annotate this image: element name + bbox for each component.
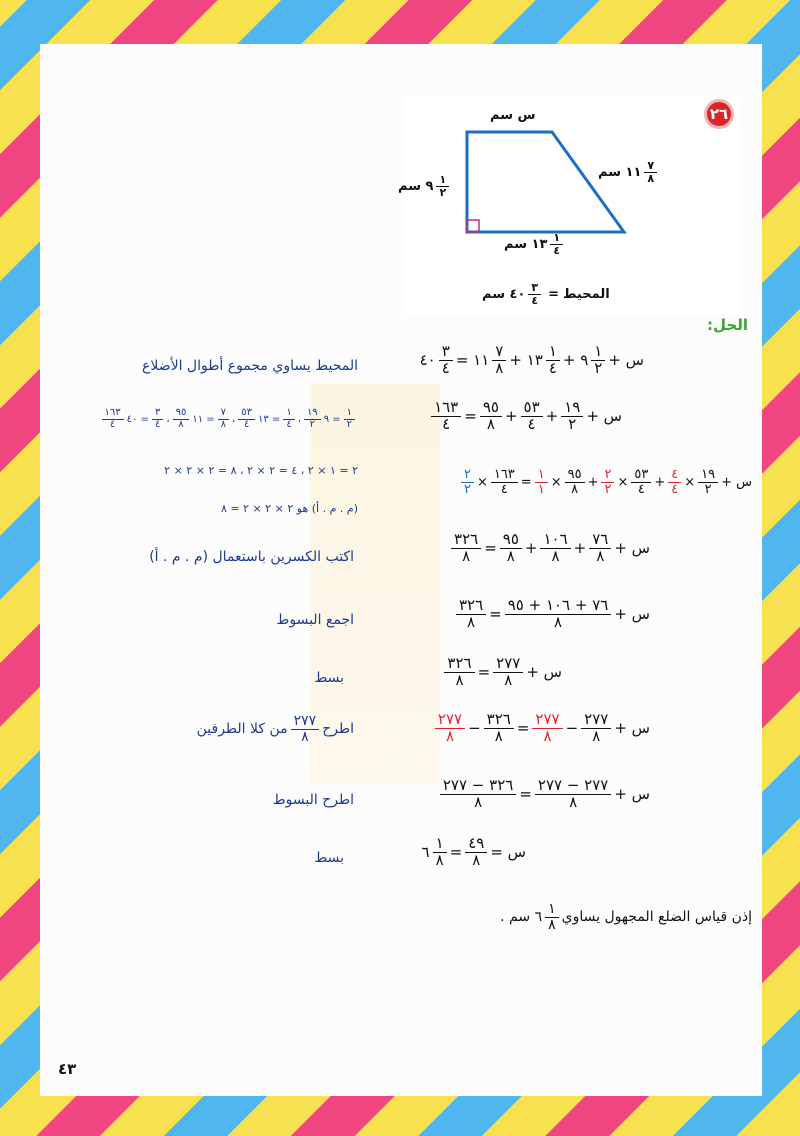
row1-note: المحيط يساوي مجموع أطوال الأضلاع	[142, 358, 358, 374]
row6-math: س + $\frac{٢٧٧}{٨}$ = $\frac{٣٢٦}{٨}$	[441, 656, 562, 689]
perimeter-label: المحيط = $\frac{٣}{٤}$ ٤٠ سم	[482, 281, 610, 307]
row2-note: $\frac{١}{٢}$ = ٩ $\frac{١٩}{٢}$ ، $\frac{١}{٤}$ = ١٣ $\frac{٥٣}{٤}$ ، $\frac{٧}{٨}$ = ١١ $\frac{٩٥}{٨}$ ، $\frac{٣}{٤}$ = ٤٠ $\frac{١٦٣}{٤}$	[99, 408, 358, 430]
problem-number-badge: ٢٦	[704, 99, 734, 129]
solution-label: الحل:	[707, 316, 748, 334]
row1-math: س + $\frac{١}{٢}$ ٩ + $\frac{١}{٤}$ ١٣ + $\frac{٧}{٨}$ ١١ = $\frac{٣}{٤}$ ٤٠	[419, 342, 644, 377]
row8-note: اطرح البسوط	[272, 792, 354, 808]
label-right: $\frac{٧}{٨}$ ١١ سم	[598, 160, 660, 184]
row7-math: س + $\frac{٢٧٧}{٨}$ − $\frac{٢٧٧}{٨}$ = $\frac{٣٢٦}{٨}$ − $\frac{٢٧٧}{٨}$	[432, 712, 650, 745]
row6-note: بسط	[314, 670, 344, 686]
figure-panel	[398, 96, 742, 314]
page-sheet	[40, 44, 762, 1096]
row3-note-2: (م . م . أ) هو ٢ × ٢ × ٢ = ٨	[220, 502, 358, 515]
row4-math: س + $\frac{٧٦}{٨}$ + $\frac{١٠٦}{٨}$ + $\frac{٩٥}{٨}$ = $\frac{٣٢٦}{٨}$	[448, 532, 650, 565]
row2-math: س + $\frac{١٩}{٢}$ + $\frac{٥٣}{٤}$ + $\frac{٩٥}{٨}$ = $\frac{١٦٣}{٤}$	[428, 400, 622, 433]
row9-math: س = $\frac{٤٩}{٨}$ = $\frac{١}{٨}$ ٦	[421, 834, 526, 869]
label-top: س سم	[490, 108, 536, 123]
label-left: $\frac{١}{٢}$ ٩ سم	[398, 174, 452, 198]
page-number: ٤٣	[58, 1060, 77, 1078]
row3-note-1: ٢ = ١ × ٢ ، ٤ = ٢ × ٢ ، ٨ = ٢ × ٢ × ٢	[164, 464, 358, 477]
row5-math: س + $\frac{٧٦ + ١٠٦ + ٩٥}{٨}$ = $\frac{٣٢٦}{٨}$	[453, 598, 650, 631]
row4-note: اكتب الكسرين باستعمال (م . م . أ)	[149, 549, 354, 565]
row3-math: س + $\frac{١٩}{٢}$ × $\frac{٤}{٤}$ + $\frac{٥٣}{٤}$ × $\frac{٢}{٢}$ + $\frac{٩٥}{٨}$ × $\frac{١}{١}$ = $\frac{١٦٣}{٤}$ × $\frac{٢}{٢}$	[458, 468, 752, 496]
row9-note: بسط	[314, 850, 344, 866]
conclusion: إذن قياس الضلع المجهول يساوي $\frac{١}{٨}$ ٦ سم .	[500, 901, 752, 933]
row5-note: اجمع البسوط	[276, 612, 354, 628]
label-bottom: $\frac{١}{٤}$ ١٣ سم	[504, 232, 566, 256]
row7-note: اطرح $\frac{٢٧٧}{٨}$ من كلا الطرفين	[196, 713, 354, 745]
row8-math: س + $\frac{٢٧٧ - ٢٧٧}{٨}$ = $\frac{٣٢٦ - ٢٧٧}{٨}$	[437, 778, 650, 811]
